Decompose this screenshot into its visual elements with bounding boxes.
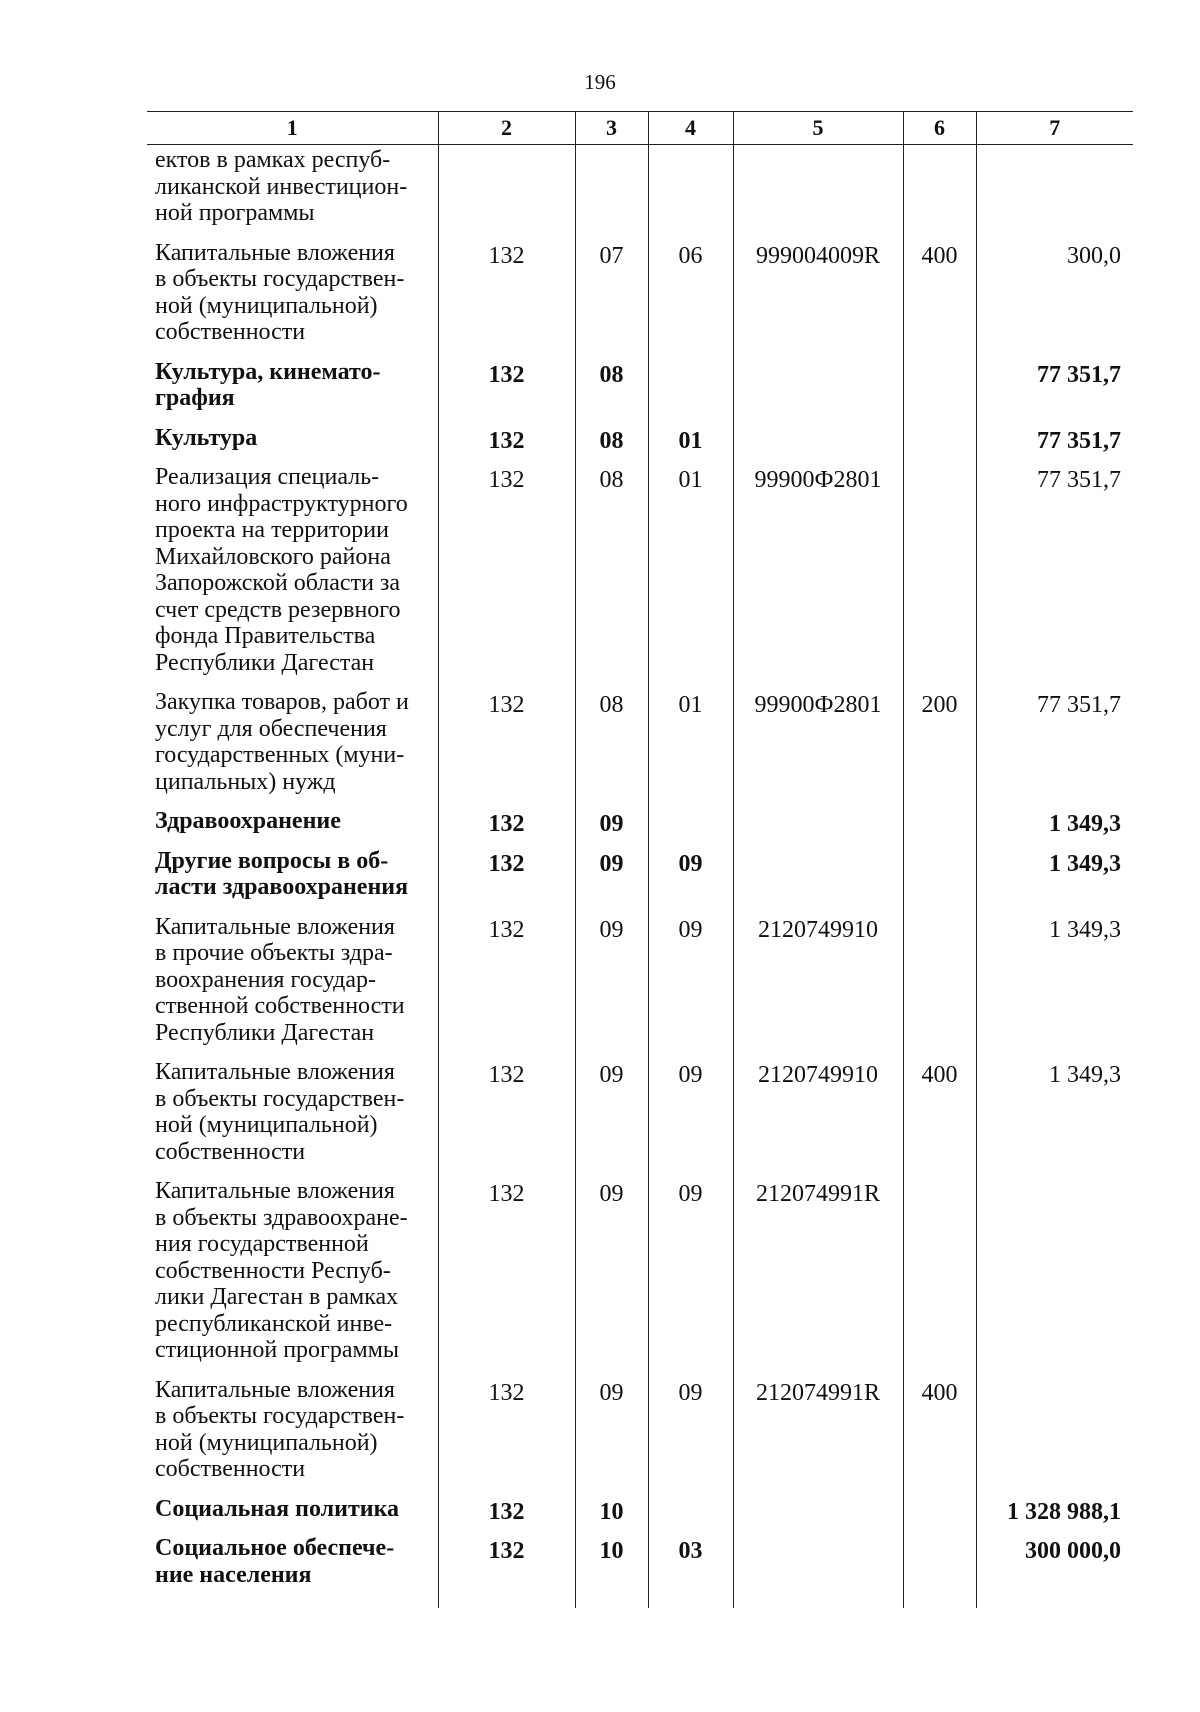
row-code-cell-c3: 09 (575, 848, 648, 914)
row-amount-cell: 1 328 988,1 (976, 1496, 1133, 1536)
row-code-cell-c5 (733, 848, 903, 914)
row-name-cell: Другие вопросы в об- ласти здравоохранения (147, 848, 438, 914)
row-amount-cell: 300 000,0 (976, 1535, 1133, 1608)
row-amount-cell (976, 145, 1133, 240)
row-code-cell-c6 (903, 359, 976, 425)
row-code-cell-c5 (733, 1535, 903, 1608)
row-code-cell-c5: 2120749910 (733, 914, 903, 1060)
row-code-cell-c4: 01 (648, 689, 733, 808)
row-code-cell-c6 (903, 848, 976, 914)
row-code-cell-c4: 09 (648, 914, 733, 1060)
row-code-cell-c3: 09 (575, 1377, 648, 1496)
column-header-3: 3 (575, 112, 648, 145)
row-name-cell: Капитальные вложения в объекты государствен- ной (муниципальной) собственности (147, 1377, 438, 1496)
column-header-6: 6 (903, 112, 976, 145)
row-code-cell-c3: 08 (575, 689, 648, 808)
row-amount-cell: 1 349,3 (976, 1059, 1133, 1178)
row-code-cell-c2: 132 (438, 1178, 575, 1377)
header-row (147, 112, 1133, 145)
row-code-cell-c6 (903, 808, 976, 848)
row-code-cell-c4: 06 (648, 240, 733, 359)
row-code-cell-c5: 212074991R (733, 1377, 903, 1496)
row-amount-cell: 300,0 (976, 240, 1133, 359)
row-code-cell-c3 (575, 145, 648, 240)
row-amount-cell: 1 349,3 (976, 914, 1133, 1060)
column-header-7: 7 (976, 112, 1133, 145)
row-name-cell: Закупка товаров, работ и услуг для обеспечения государственных (муни- ципальных) нужд (147, 689, 438, 808)
row-code-cell-c4 (648, 1496, 733, 1536)
row-code-cell-c2: 132 (438, 464, 575, 689)
row-amount-cell: 77 351,7 (976, 689, 1133, 808)
row-code-cell-c2: 132 (438, 689, 575, 808)
row-code-cell-c6 (903, 1535, 976, 1608)
row-code-cell-c3: 07 (575, 240, 648, 359)
row-name-cell: ектов в рамках респуб- ликанской инвестицион- ной программы (147, 145, 438, 240)
row-code-cell-c6 (903, 464, 976, 689)
table-row (147, 808, 1133, 848)
row-name-cell: Культура, кинемато- графия (147, 359, 438, 425)
row-code-cell-c3: 08 (575, 359, 648, 425)
row-code-cell-c4 (648, 808, 733, 848)
row-code-cell-c5 (733, 425, 903, 465)
row-code-cell-c5: 2120749910 (733, 1059, 903, 1178)
row-code-cell-c6 (903, 1496, 976, 1536)
table-header (147, 112, 1133, 145)
table-row (147, 145, 1133, 240)
row-amount-cell (976, 1178, 1133, 1377)
row-code-cell-c6: 400 (903, 1059, 976, 1178)
row-code-cell-c2: 132 (438, 1377, 575, 1496)
row-code-cell-c5 (733, 1496, 903, 1536)
table-row (147, 359, 1133, 425)
row-code-cell-c2 (438, 145, 575, 240)
column-header-2: 2 (438, 112, 575, 145)
row-code-cell-c2: 132 (438, 359, 575, 425)
table-row (147, 1377, 1133, 1496)
table-row (147, 848, 1133, 914)
row-code-cell-c3: 09 (575, 1178, 648, 1377)
row-code-cell-c6: 400 (903, 1377, 976, 1496)
row-code-cell-c5: 99900Ф2801 (733, 464, 903, 689)
row-code-cell-c6 (903, 145, 976, 240)
row-code-cell-c4: 09 (648, 1059, 733, 1178)
row-code-cell-c5: 99900Ф2801 (733, 689, 903, 808)
table-row (147, 1059, 1133, 1178)
table-row (147, 914, 1133, 1060)
row-amount-cell (976, 1377, 1133, 1496)
row-name-cell: Капитальные вложения в прочие объекты здра- воохранения государ- ственной собственности Республики Дагестан (147, 914, 438, 1060)
row-amount-cell: 77 351,7 (976, 359, 1133, 425)
table-row (147, 425, 1133, 465)
row-code-cell-c4 (648, 359, 733, 425)
row-name-cell: Социальная политика (147, 1496, 438, 1536)
table-row (147, 464, 1133, 689)
row-code-cell-c2: 132 (438, 808, 575, 848)
row-code-cell-c3: 09 (575, 1059, 648, 1178)
row-name-cell: Капитальные вложения в объекты государствен- ной (муниципальной) собственности (147, 1059, 438, 1178)
row-code-cell-c2: 132 (438, 1496, 575, 1536)
row-code-cell-c4: 01 (648, 464, 733, 689)
row-code-cell-c6: 200 (903, 689, 976, 808)
row-amount-cell: 1 349,3 (976, 848, 1133, 914)
budget-table (147, 111, 1133, 1608)
row-code-cell-c2: 132 (438, 1535, 575, 1608)
row-code-cell-c3: 10 (575, 1535, 648, 1608)
row-code-cell-c6: 400 (903, 240, 976, 359)
column-header-4: 4 (648, 112, 733, 145)
row-amount-cell: 77 351,7 (976, 425, 1133, 465)
row-code-cell-c4: 09 (648, 1178, 733, 1377)
row-amount-cell: 1 349,3 (976, 808, 1133, 848)
table-row (147, 1535, 1133, 1608)
table-row (147, 240, 1133, 359)
row-name-cell: Капитальные вложения в объекты государствен- ной (муниципальной) собственности (147, 240, 438, 359)
row-code-cell-c5: 999004009R (733, 240, 903, 359)
row-name-cell: Реализация специаль- ного инфраструктурного проекта на территории Михайловского района Запорожской области за счет средств резервного фонда Правительства Республики Дагестан (147, 464, 438, 689)
row-code-cell-c3: 10 (575, 1496, 648, 1536)
row-code-cell-c6 (903, 425, 976, 465)
row-amount-cell: 77 351,7 (976, 464, 1133, 689)
row-name-cell: Здравоохранение (147, 808, 438, 848)
row-code-cell-c3: 09 (575, 914, 648, 1060)
row-name-cell: Социальное обеспече- ние населения (147, 1535, 438, 1608)
row-code-cell-c5 (733, 145, 903, 240)
row-code-cell-c5 (733, 808, 903, 848)
row-name-cell: Культура (147, 425, 438, 465)
row-code-cell-c6 (903, 914, 976, 1060)
row-code-cell-c4: 09 (648, 848, 733, 914)
table-body (147, 145, 1133, 1609)
row-code-cell-c4: 03 (648, 1535, 733, 1608)
row-code-cell-c6 (903, 1178, 976, 1377)
table-row (147, 1496, 1133, 1536)
row-code-cell-c2: 132 (438, 1059, 575, 1178)
row-name-cell: Капитальные вложения в объекты здравоохране- ния государственной собственности Респуб- лики Дагестан в рамках республиканской инве- стиционной программы (147, 1178, 438, 1377)
row-code-cell-c2: 132 (438, 240, 575, 359)
row-code-cell-c3: 09 (575, 808, 648, 848)
row-code-cell-c4: 09 (648, 1377, 733, 1496)
row-code-cell-c2: 132 (438, 425, 575, 465)
column-header-1: 1 (147, 112, 438, 145)
row-code-cell-c2: 132 (438, 914, 575, 1060)
row-code-cell-c3: 08 (575, 425, 648, 465)
row-code-cell-c2: 132 (438, 848, 575, 914)
row-code-cell-c5 (733, 359, 903, 425)
table-row (147, 689, 1133, 808)
table-row (147, 1178, 1133, 1377)
page-number: 196 (584, 70, 616, 94)
row-code-cell-c3: 08 (575, 464, 648, 689)
column-header-5: 5 (733, 112, 903, 145)
row-code-cell-c4 (648, 145, 733, 240)
row-code-cell-c4: 01 (648, 425, 733, 465)
row-code-cell-c5: 212074991R (733, 1178, 903, 1377)
